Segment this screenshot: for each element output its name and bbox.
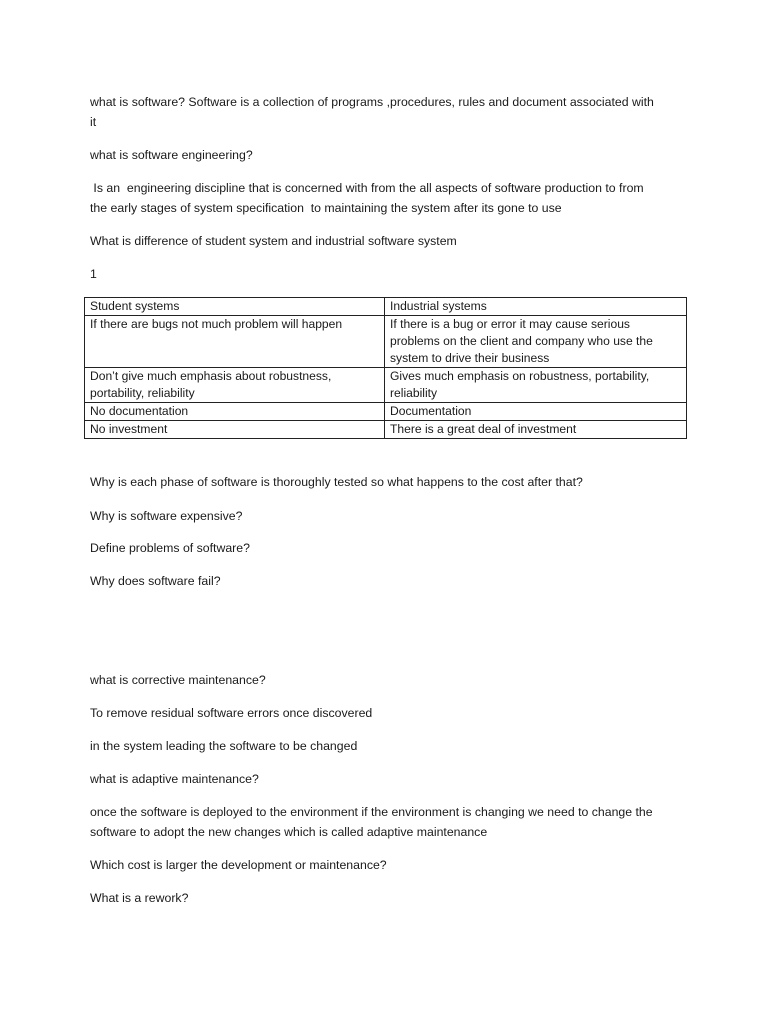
question-student-vs-industrial: What is difference of student system and industrial software system: [90, 234, 457, 248]
answer-software-engineering-cont: the early stages of system specification to maintaining the system after its gone to use: [90, 201, 562, 215]
question-software-expensive: Why is software expensive?: [90, 509, 243, 523]
table-cell: No investment: [85, 421, 385, 439]
question-cost-comparison: Which cost is larger the development or maintenance?: [90, 858, 387, 872]
answer-adaptive-maintenance-cont: software to adopt the new changes which is called adaptive maintenance: [90, 825, 488, 839]
question-what-is-software: what is software? Software is a collection of programs ,procedures, rules and document associated with: [90, 95, 654, 109]
answer-corrective-maintenance: To remove residual software errors once discovered: [90, 706, 373, 720]
question-corrective-maintenance: what is corrective maintenance?: [90, 673, 266, 687]
table-cell: There is a great deal of investment: [385, 421, 687, 439]
question-what-is-software-cont: it: [90, 115, 97, 129]
table-row: [85, 403, 687, 421]
table-cell: No documentation: [85, 403, 385, 421]
question-phase-testing-cost: Why is each phase of software is thoroughly tested so what happens to the cost after that?: [90, 475, 583, 489]
table-row: [85, 421, 687, 439]
question-adaptive-maintenance: what is adaptive maintenance?: [90, 772, 259, 786]
question-problems-of-software: Define problems of software?: [90, 541, 250, 555]
question-software-engineering: what is software engineering?: [90, 148, 253, 162]
answer-corrective-maintenance-cont: in the system leading the software to be changed: [90, 739, 358, 753]
table-cell: If there is a bug or error it may cause serious problems on the client and company who use the system to drive their business: [385, 316, 687, 368]
table-cell: If there are bugs not much problem will happen: [85, 316, 385, 368]
table-header-cell: Student systems: [85, 298, 385, 316]
answer-software-engineering: Is an engineering discipline that is concerned with from the all aspects of software production to from: [90, 181, 644, 195]
table-cell: Gives much emphasis on robustness, portability, reliability: [385, 368, 687, 403]
table-cell: Documentation: [385, 403, 687, 421]
table-row: [85, 368, 687, 403]
list-number: 1: [90, 267, 97, 281]
answer-adaptive-maintenance: once the software is deployed to the environment if the environment is changing we need to change the: [90, 805, 653, 819]
table-header-row: [85, 298, 687, 316]
question-software-fail: Why does software fail?: [90, 574, 221, 588]
table-cell: Don’t give much emphasis about robustness, portability, reliability: [85, 368, 385, 403]
table-header-cell: Industrial systems: [385, 298, 687, 316]
question-rework: What is a rework?: [90, 891, 189, 905]
comparison-table: [84, 297, 687, 439]
table-row: [85, 316, 687, 368]
